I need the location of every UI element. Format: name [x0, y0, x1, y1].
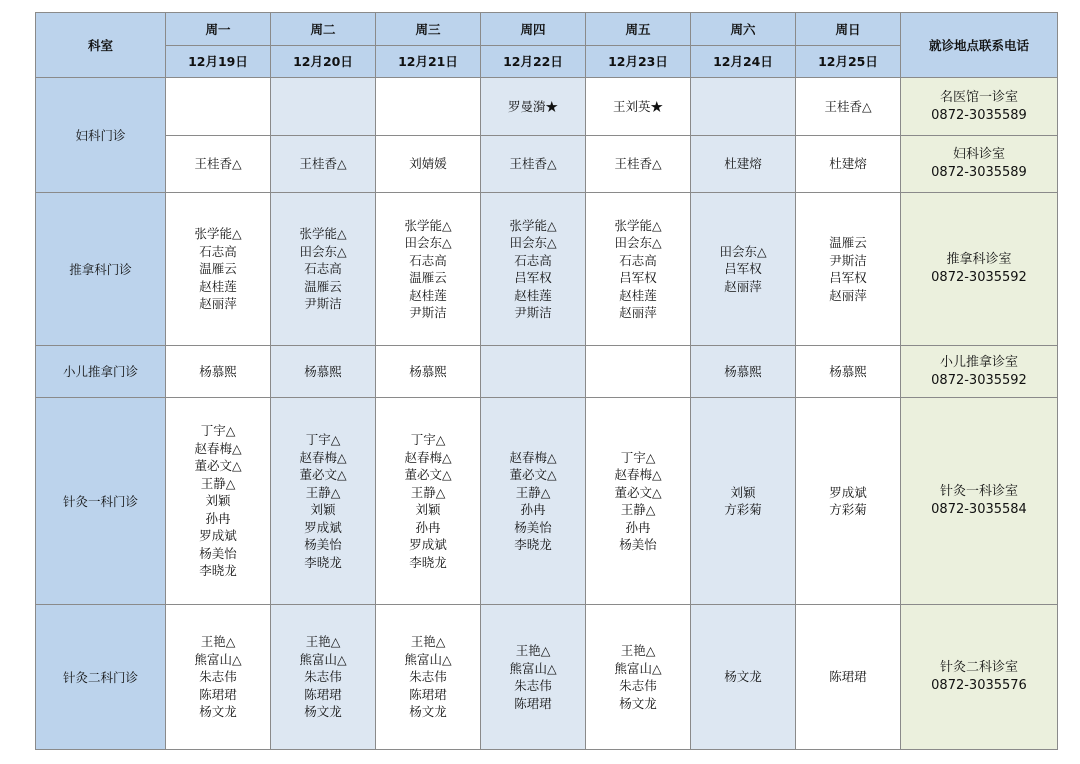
doctor-name: 王刘英★: [612, 98, 663, 114]
doctor-cell: [691, 398, 796, 605]
doctor-name: 田会东△: [614, 235, 662, 250]
doctor-name: 杨慕熙: [724, 363, 762, 379]
doctor-name: 罗成斌: [829, 484, 867, 500]
doctor-name: 李晓龙: [514, 537, 552, 552]
doctor-cell: [481, 78, 586, 136]
doctor-name: 李晓龙: [304, 554, 342, 570]
doctor-name: 朱志伟: [619, 678, 657, 693]
doctor-name: 王艳△: [305, 634, 341, 650]
doctor-cell: [796, 193, 901, 346]
weekday-header: 周六: [691, 13, 796, 46]
doctor-name: 杨文龙: [724, 669, 762, 685]
weekday-header: 周三: [376, 13, 481, 46]
doctor-name: 赵丽萍: [724, 278, 762, 294]
doctor-cell: [586, 346, 691, 398]
dept-cell: 推拿科门诊: [36, 193, 166, 346]
doctor-name: 朱志伟: [409, 669, 447, 685]
weekday-header: 周二: [271, 13, 376, 46]
doctor-name: 杨美怡: [199, 545, 237, 561]
schedule-row: [36, 136, 1058, 193]
weekday-header: 周一: [166, 13, 271, 46]
dept-cell: 针灸一科门诊: [36, 398, 166, 605]
doctor-name: 赵丽萍: [199, 296, 237, 312]
date-header: 12月21日: [376, 46, 481, 78]
doctor-name: 董必文△: [194, 458, 242, 474]
location-phone: 0872-3035589: [931, 165, 1027, 180]
doctor-name: 张学能△: [299, 226, 347, 242]
doctor-name: 王静△: [200, 475, 236, 491]
doctor-name: 石志高: [619, 252, 657, 268]
doctor-name: 温雁云: [304, 278, 342, 294]
doctor-cell: [271, 398, 376, 605]
doctor-name: 孙冉: [415, 519, 441, 535]
doctor-cell: [166, 605, 271, 750]
location-name: 针灸二科诊室: [939, 660, 1018, 675]
doctor-name: 孙冉: [625, 519, 651, 535]
doctor-cell: [271, 78, 376, 136]
doctor-cell: [271, 136, 376, 193]
dept-cell: 小儿推拿门诊: [36, 346, 166, 398]
location-phone: 0872-3035576: [931, 678, 1027, 693]
doctor-name: 丁宇△: [305, 432, 341, 447]
doctor-name: 温雁云: [409, 270, 447, 285]
doctor-name: 陈珺珺: [199, 686, 237, 702]
date-header: 12月22日: [481, 46, 586, 78]
location-name: 针灸一科诊室: [939, 484, 1018, 499]
schedule-row: [36, 78, 1058, 136]
header-row-weekday: [36, 13, 1058, 46]
doctor-name: 张学能△: [614, 217, 662, 233]
doctor-cell: [481, 346, 586, 398]
doctor-name: 丁宇△: [620, 449, 656, 465]
doctor-name: 董必文△: [299, 467, 347, 482]
doctor-name: 王艳△: [515, 643, 551, 658]
weekday-header: 周五: [586, 13, 691, 46]
doctor-cell: [376, 398, 481, 605]
doctor-cell: [481, 398, 586, 605]
doctor-cell: [586, 193, 691, 346]
doctor-name: 杨慕熙: [199, 363, 237, 379]
weekday-header: 周日: [796, 13, 901, 46]
doctor-name: 陈珺珺: [304, 686, 342, 702]
doctor-name: 王艳△: [410, 634, 446, 650]
doctor-name: 熊富山△: [194, 651, 242, 667]
doctor-cell: [376, 346, 481, 398]
location-header: 就诊地点联系电话: [901, 13, 1058, 78]
location-name: 推拿科诊室: [946, 252, 1012, 267]
doctor-cell: [796, 136, 901, 193]
doctor-cell: [166, 398, 271, 605]
dept-cell: 妇科门诊: [36, 78, 166, 193]
doctor-name: 董必文△: [509, 467, 557, 482]
doctor-name: 朱志伟: [199, 669, 237, 685]
doctor-cell: [691, 78, 796, 136]
doctor-name: 石志高: [304, 261, 342, 277]
doctor-name: 赵桂莲: [619, 287, 657, 303]
location-name: 名医馆一诊室: [939, 89, 1018, 105]
date-header: 12月25日: [796, 46, 901, 78]
doctor-cell: [586, 78, 691, 136]
doctor-cell: [586, 136, 691, 193]
doctor-name: 吕军权: [724, 261, 762, 277]
doctor-name: 赵桂莲: [199, 278, 237, 294]
doctor-name: 吕军权: [619, 270, 657, 285]
date-header: 12月23日: [586, 46, 691, 78]
doctor-name: 温雁云: [829, 235, 867, 250]
doctor-cell: [796, 78, 901, 136]
doctor-cell: [481, 136, 586, 193]
doctor-name: 杨文龙: [409, 704, 447, 720]
doctor-name: 丁宇△: [410, 432, 446, 447]
location-cell: [901, 346, 1058, 398]
doctor-name: 孙冉: [205, 510, 231, 526]
doctor-name: 杨美怡: [304, 537, 342, 552]
schedule-row: [36, 605, 1058, 750]
doctor-name: 杨美怡: [514, 519, 552, 535]
doctor-name: 熊富山△: [614, 660, 662, 676]
doctor-name: 石志高: [199, 243, 237, 259]
doctor-name: 朱志伟: [514, 678, 552, 693]
doctor-name: 张学能△: [194, 226, 242, 242]
doctor-name: 李晓龙: [409, 554, 447, 570]
doctor-cell: [376, 193, 481, 346]
doctor-cell: [376, 78, 481, 136]
date-header: 12月19日: [166, 46, 271, 78]
doctor-name: 赵春梅△: [299, 449, 347, 465]
doctor-name: 罗成斌: [304, 519, 342, 535]
doctor-cell: [166, 193, 271, 346]
doctor-name: 王桂香△: [614, 156, 662, 172]
doctor-name: 王艳△: [200, 634, 236, 650]
location-name: 妇科诊室: [952, 147, 1005, 162]
doctor-name: 尹斯洁: [409, 305, 447, 320]
doctor-name: 张学能△: [509, 217, 557, 233]
doctor-name: 杨慕熙: [304, 363, 342, 379]
doctor-name: 杨慕熙: [409, 363, 447, 379]
doctor-cell: [166, 346, 271, 398]
doctor-name: 陈珺珺: [829, 669, 867, 685]
doctor-name: 王静△: [410, 484, 446, 500]
doctor-name: 王静△: [305, 484, 341, 500]
doctor-name: 刘颖: [730, 484, 756, 500]
doctor-name: 王桂香△: [194, 156, 242, 172]
location-cell: [901, 605, 1058, 750]
doctor-name: 方彩菊: [724, 502, 762, 517]
doctor-name: 田会东△: [404, 235, 452, 250]
location-cell: [901, 78, 1058, 136]
doctor-name: 杨文龙: [304, 704, 342, 720]
location-phone: 0872-3035592: [931, 372, 1027, 388]
doctor-name: 王桂香△: [509, 156, 557, 172]
doctor-name: 赵丽萍: [619, 305, 657, 320]
doctor-name: 刘颖: [310, 502, 336, 517]
doctor-name: 杨美怡: [619, 537, 657, 552]
doctor-cell: [796, 346, 901, 398]
doctor-name: 李晓龙: [199, 563, 237, 579]
doctor-cell: [586, 398, 691, 605]
doctor-name: 赵春梅△: [404, 449, 452, 465]
doctor-name: 田会东△: [509, 235, 557, 250]
doctor-name: 赵桂莲: [409, 287, 447, 303]
doctor-cell: [271, 605, 376, 750]
doctor-cell: [796, 605, 901, 750]
doctor-name: 石志高: [409, 252, 447, 268]
doctor-cell: [271, 193, 376, 346]
doctor-name: 孙冉: [520, 502, 546, 517]
doctor-name: 吕军权: [829, 270, 867, 285]
schedule-row: [36, 346, 1058, 398]
location-cell: [901, 398, 1058, 605]
doctor-name: 王静△: [515, 484, 551, 500]
date-header: 12月24日: [691, 46, 796, 78]
doctor-cell: [691, 346, 796, 398]
doctor-name: 董必文△: [614, 484, 662, 500]
doctor-name: 尹斯洁: [514, 305, 552, 320]
doctor-name: 朱志伟: [304, 669, 342, 685]
doctor-name: 赵桂莲: [514, 287, 552, 303]
doctor-name: 石志高: [514, 252, 552, 268]
doctor-name: 王静△: [620, 502, 656, 517]
doctor-name: 尹斯洁: [304, 296, 342, 312]
date-header: 12月20日: [271, 46, 376, 78]
doctor-name: 杨文龙: [619, 695, 657, 711]
doctor-name: 方彩菊: [829, 502, 867, 517]
doctor-cell: [481, 605, 586, 750]
doctor-name: 熊富山△: [509, 660, 557, 676]
doctor-name: 杜建熔: [724, 156, 762, 172]
doctor-cell: [166, 78, 271, 136]
location-phone: 0872-3035592: [931, 270, 1027, 285]
location-name: 小儿推拿诊室: [939, 354, 1018, 370]
doctor-name: 杨文龙: [199, 704, 237, 720]
doctor-name: 杨慕熙: [829, 363, 867, 379]
doctor-cell: [691, 193, 796, 346]
doctor-name: 罗成斌: [199, 528, 237, 544]
schedule-row: [36, 193, 1058, 346]
doctor-name: 熊富山△: [299, 651, 347, 667]
doctor-cell: [271, 346, 376, 398]
doctor-cell: [691, 136, 796, 193]
doctor-name: 熊富山△: [404, 651, 452, 667]
location-phone: 0872-3035589: [931, 107, 1027, 123]
location-cell: [901, 136, 1058, 193]
doctor-name: 赵春梅△: [194, 440, 242, 456]
doctor-cell: [376, 605, 481, 750]
dept-header: 科室: [36, 13, 166, 78]
schedule-row: [36, 398, 1058, 605]
doctor-name: 董必文△: [404, 467, 452, 482]
doctor-cell: [376, 136, 481, 193]
schedule-table: [35, 12, 1058, 750]
doctor-name: 赵春梅△: [614, 467, 662, 482]
doctor-name: 陈珺珺: [409, 686, 447, 702]
doctor-name: 王桂香△: [299, 156, 347, 172]
location-cell: [901, 193, 1058, 346]
doctor-name: 罗成斌: [409, 537, 447, 552]
doctor-cell: [166, 136, 271, 193]
doctor-name: 赵春梅△: [509, 449, 557, 465]
doctor-name: 刘颖: [205, 493, 231, 509]
doctor-name: 杜建熔: [829, 156, 867, 172]
doctor-name: 刘颖: [415, 502, 441, 517]
doctor-cell: [796, 398, 901, 605]
doctor-name: 王艳△: [620, 643, 656, 658]
location-phone: 0872-3035584: [931, 502, 1027, 517]
weekday-header: 周四: [481, 13, 586, 46]
doctor-cell: [586, 605, 691, 750]
doctor-name: 刘婧媛: [409, 156, 447, 172]
doctor-name: 陈珺珺: [514, 695, 552, 711]
doctor-name: 田会东△: [299, 243, 347, 259]
doctor-name: 罗曼漪★: [507, 98, 558, 114]
doctor-cell: [481, 193, 586, 346]
dept-cell: 针灸二科门诊: [36, 605, 166, 750]
doctor-name: 尹斯洁: [829, 252, 867, 268]
doctor-name: 王桂香△: [824, 98, 872, 114]
doctor-name: 张学能△: [404, 217, 452, 233]
doctor-name: 赵丽萍: [829, 287, 867, 303]
doctor-name: 温雁云: [199, 261, 237, 277]
doctor-name: 吕军权: [514, 270, 552, 285]
doctor-cell: [691, 605, 796, 750]
doctor-name: 丁宇△: [200, 423, 236, 439]
doctor-name: 田会东△: [719, 243, 767, 259]
